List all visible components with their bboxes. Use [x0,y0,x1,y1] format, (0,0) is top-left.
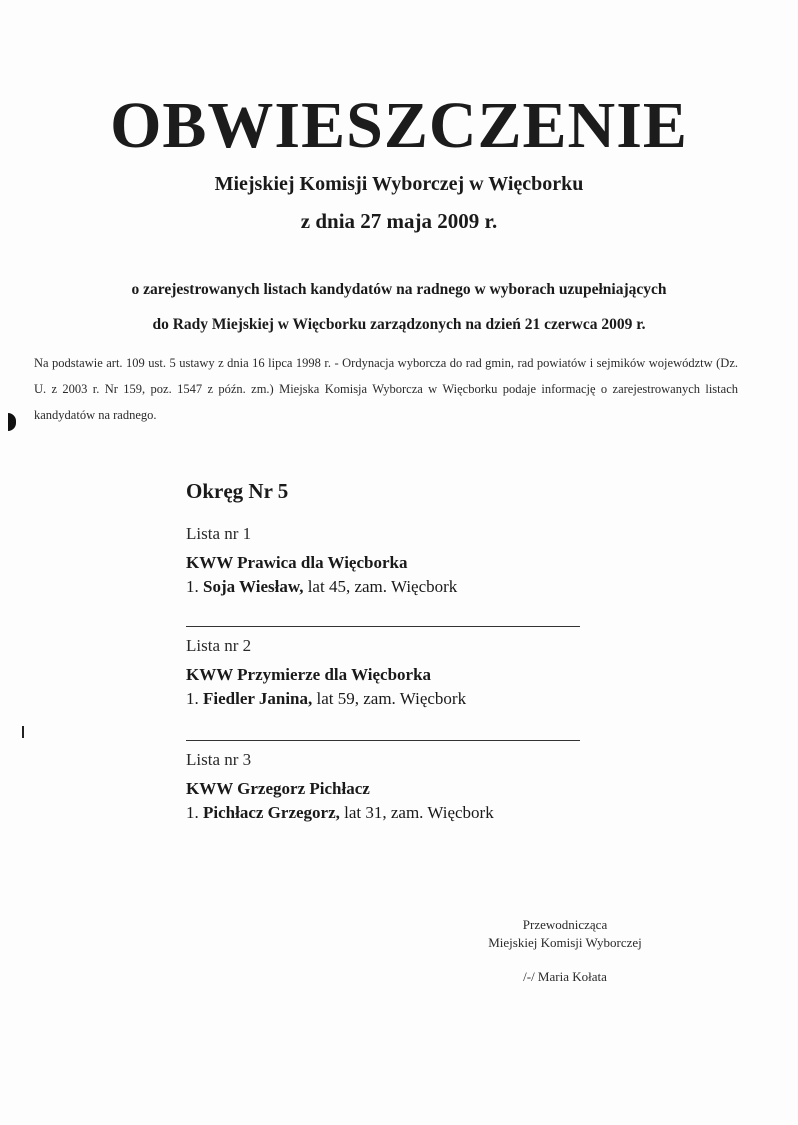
committee-name: KWW Grzegorz Pichłacz [186,779,370,798]
candidate-name: Pichłacz Grzegorz, [203,803,340,822]
separator-line [186,626,580,627]
issuer-line: Miejskiej Komisji Wyborczej w Więcborku [214,173,584,195]
candidate-number: 1. [186,689,199,708]
document-title: OBWIESZCZENIE [110,89,688,162]
candidate-name: Soja Wiesław, [203,577,304,596]
list-item [186,634,606,711]
subject-line-1: o zarejestrowanych listach kandydatów na radnego w wyborach uzupełniających [131,281,667,298]
candidate-name: Fiedler Janina, [203,689,313,708]
candidate-details: lat 59, zam. Więcbork [316,689,467,708]
candidate-entry [186,575,606,599]
list-label: Lista nr 3 [186,750,252,769]
committee-name: KWW Prawica dla Więcborka [186,553,408,572]
list-label: Lista nr 2 [186,636,252,655]
committee-name: KWW Przymierze dla Więcborka [186,665,432,684]
signature-body: Miejskiej Komisji Wyborczej [488,935,642,950]
signature-name: /-/ Maria Kołata [523,969,607,984]
scan-speck [22,726,24,738]
list-label: Lista nr 1 [186,524,252,543]
candidate-number: 1. [186,803,199,822]
list-item [186,522,606,599]
date-line: z dnia 27 maja 2009 r. [300,209,498,233]
district-heading: Okręg Nr 5 [186,479,289,503]
candidate-entry [186,687,606,711]
subject-line-2: do Rady Miejskiej w Więcborku zarządzonych na dzień 21 czerwca 2009 r. [152,316,646,333]
candidate-entry [186,801,606,825]
candidate-details: lat 45, zam. Więcbork [307,577,458,596]
legal-basis-paragraph: Na podstawie art. 109 ust. 5 ustawy z dnia 16 lipca 1998 r. - Ordynacja wyborcza do rad gmin, rad powiatów i sejmików województw (Dz. U. z 2003 r. Nr 159, poz. 1547 z późn. zm.) Miejska Komisja Wyborcza w Więcborku podaje informację o zarejestrowanych listach kandydatów na radnego. [34,356,738,422]
punch-hole-mark [8,413,16,431]
candidate-number: 1. [186,577,199,596]
candidate-details: lat 31, zam. Więcbork [344,803,494,822]
list-item [186,748,606,825]
separator-line [186,740,580,741]
signature-role: Przewodnicząca [522,917,608,932]
